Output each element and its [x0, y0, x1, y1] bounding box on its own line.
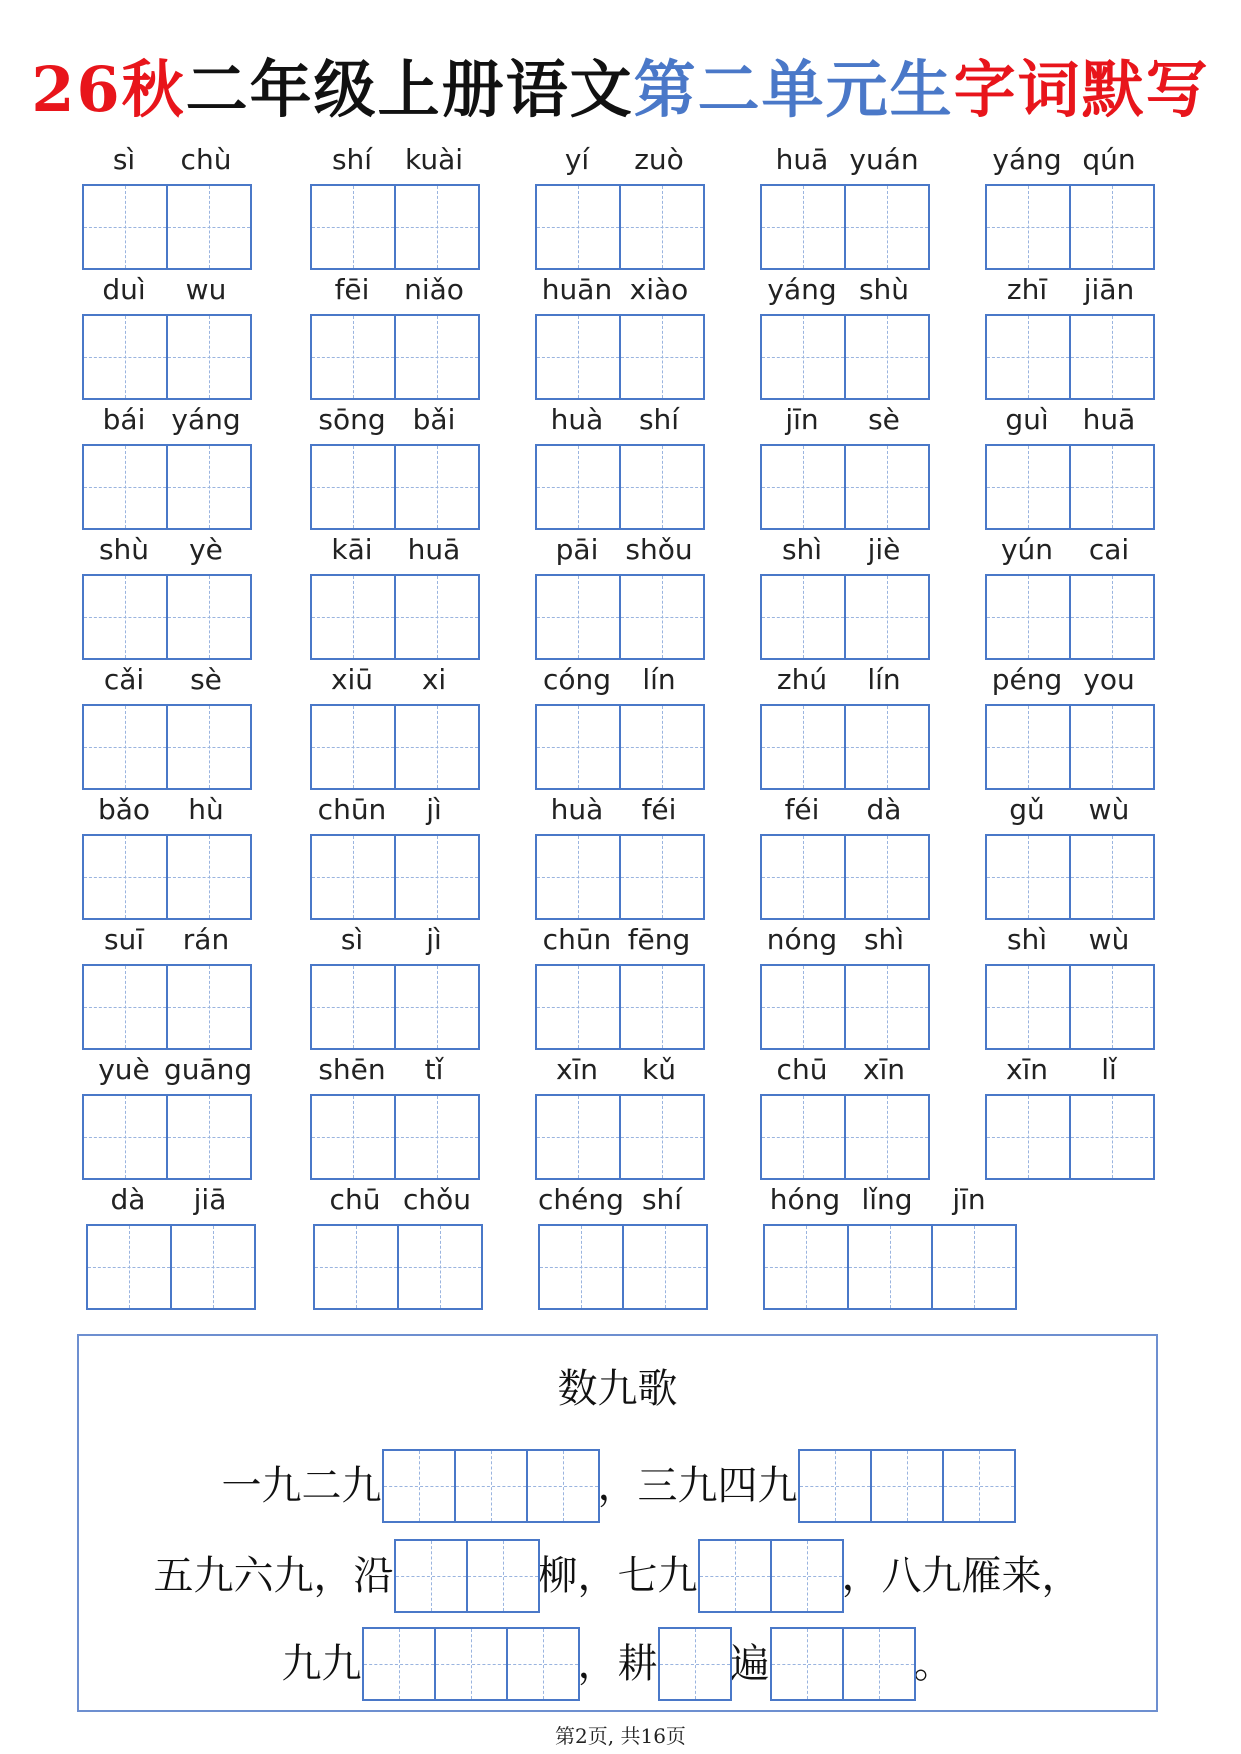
writing-boxes: [310, 704, 478, 790]
poem-blank-boxes: [362, 1627, 578, 1701]
tianzige-cell[interactable]: [394, 1094, 480, 1180]
tianzige-cell[interactable]: [1069, 834, 1155, 920]
tianzige-cell[interactable]: [760, 834, 846, 920]
tianzige-cell[interactable]: [526, 1449, 600, 1523]
tianzige-cell[interactable]: [394, 444, 480, 530]
pinyin-syllable: sè: [868, 403, 900, 436]
poem-text: 。: [913, 1641, 954, 1687]
pinyin-syllable: dà: [110, 1183, 146, 1216]
writing-boxes: [985, 574, 1153, 660]
tianzige-cell[interactable]: [619, 1094, 705, 1180]
tianzige-cell[interactable]: [454, 1449, 528, 1523]
pinyin-syllable: fēi: [334, 273, 370, 306]
pinyin-syllable: jì: [426, 793, 442, 826]
tianzige-cell[interactable]: [394, 314, 480, 400]
pinyin-syllable: jīn: [952, 1183, 986, 1216]
writing-boxes: [82, 184, 250, 270]
tianzige-cell[interactable]: [394, 964, 480, 1050]
poem-blank-boxes: [798, 1449, 1014, 1523]
pinyin-syllable: jiā: [193, 1183, 227, 1216]
poem-blank-boxes: [394, 1539, 538, 1613]
poem-line: [79, 1626, 1156, 1702]
tianzige-cell[interactable]: [1069, 964, 1155, 1050]
pinyin-syllable: you: [1083, 663, 1135, 696]
poem-section: [77, 1334, 1158, 1712]
tianzige-cell[interactable]: [166, 964, 252, 1050]
tianzige-cell[interactable]: [698, 1539, 772, 1613]
tianzige-cell[interactable]: [985, 444, 1071, 530]
writing-boxes: [310, 314, 478, 400]
tianzige-cell[interactable]: [985, 1094, 1071, 1180]
pinyin-syllable: zhī: [1006, 273, 1048, 306]
writing-boxes: [535, 704, 703, 790]
pinyin-syllable: yí: [564, 143, 590, 176]
writing-boxes: [538, 1224, 706, 1310]
tianzige-cell[interactable]: [310, 1094, 396, 1180]
tianzige-cell[interactable]: [658, 1627, 732, 1701]
pinyin-syllable: yè: [189, 533, 223, 566]
pinyin-syllable: sè: [190, 663, 222, 696]
pinyin-syllable: chù: [180, 143, 232, 176]
writing-boxes: [760, 184, 928, 270]
tianzige-cell[interactable]: [1069, 184, 1155, 270]
pinyin-syllable: shí: [638, 403, 680, 436]
pinyin-syllable: niǎo: [404, 273, 464, 306]
pinyin-syllable: fēng: [627, 923, 691, 956]
pinyin-syllable: hù: [188, 793, 224, 826]
pinyin-syllable: chūn: [542, 923, 612, 956]
title-grade: 二年级上册语文: [185, 53, 634, 126]
pinyin-syllable: jiè: [867, 533, 901, 566]
tianzige-cell[interactable]: [760, 444, 846, 530]
pinyin-syllable: féi: [784, 793, 820, 826]
tianzige-cell[interactable]: [310, 964, 396, 1050]
tianzige-cell[interactable]: [82, 444, 168, 530]
writing-boxes: [985, 314, 1153, 400]
tianzige-cell[interactable]: [619, 834, 705, 920]
writing-boxes: [760, 314, 928, 400]
tianzige-cell[interactable]: [394, 574, 480, 660]
pinyin-syllable: hóng: [769, 1183, 841, 1216]
poem-text: 九九: [281, 1641, 362, 1687]
tianzige-cell[interactable]: [1069, 444, 1155, 530]
tianzige-cell[interactable]: [310, 184, 396, 270]
tianzige-cell[interactable]: [362, 1627, 436, 1701]
poem-blank-boxes: [382, 1449, 598, 1523]
pinyin-syllable: jiān: [1083, 273, 1135, 306]
pinyin-syllable: bǎi: [412, 403, 456, 436]
tianzige-cell[interactable]: [985, 964, 1071, 1050]
tianzige-cell[interactable]: [985, 314, 1071, 400]
writing-boxes: [82, 314, 250, 400]
writing-boxes: [310, 574, 478, 660]
pinyin-syllable: lǐng: [861, 1183, 913, 1216]
pinyin-syllable: xīn: [555, 1053, 599, 1086]
tianzige-cell[interactable]: [535, 964, 621, 1050]
tianzige-cell[interactable]: [619, 964, 705, 1050]
poem-line: [79, 1448, 1156, 1524]
tianzige-cell[interactable]: [166, 184, 252, 270]
pinyin-syllable: huā: [407, 533, 461, 566]
tianzige-cell[interactable]: [847, 1224, 933, 1310]
pinyin-syllable: cai: [1088, 533, 1130, 566]
title-task: 字词默写: [953, 53, 1210, 126]
pinyin-syllable: yáng: [767, 273, 837, 306]
tianzige-cell[interactable]: [170, 1224, 256, 1310]
tianzige-cell[interactable]: [166, 574, 252, 660]
pinyin-syllable: wù: [1088, 923, 1130, 956]
writing-boxes: [760, 1094, 928, 1180]
tianzige-cell[interactable]: [931, 1224, 1017, 1310]
tianzige-cell[interactable]: [622, 1224, 708, 1310]
tianzige-cell[interactable]: [535, 184, 621, 270]
pinyin-syllable: lín: [642, 663, 676, 696]
writing-boxes: [86, 1224, 254, 1310]
writing-boxes: [535, 1094, 703, 1180]
writing-boxes: [310, 1094, 478, 1180]
writing-boxes: [82, 834, 250, 920]
tianzige-cell[interactable]: [619, 444, 705, 530]
pinyin-syllable: huā: [775, 143, 829, 176]
pinyin-syllable: yún: [1000, 533, 1054, 566]
pinyin-syllable: huā: [1082, 403, 1136, 436]
tianzige-cell[interactable]: [760, 574, 846, 660]
tianzige-cell[interactable]: [1069, 314, 1155, 400]
writing-boxes: [310, 184, 478, 270]
tianzige-cell[interactable]: [466, 1539, 540, 1613]
pinyin-syllable: shù: [98, 533, 150, 566]
tianzige-cell[interactable]: [535, 1094, 621, 1180]
tianzige-cell[interactable]: [434, 1627, 508, 1701]
pinyin-syllable: jì: [426, 923, 442, 956]
title-season: 26秋: [31, 53, 186, 126]
tianzige-cell[interactable]: [870, 1449, 944, 1523]
tianzige-cell[interactable]: [538, 1224, 624, 1310]
pinyin-syllable: cǎi: [103, 663, 145, 696]
pinyin-syllable: shēn: [318, 1053, 386, 1086]
pinyin-syllable: huà: [550, 793, 604, 826]
tianzige-cell[interactable]: [619, 314, 705, 400]
writing-boxes: [82, 964, 250, 1050]
poem-title: 数九歌: [557, 1366, 678, 1412]
pinyin-syllable: sōng: [318, 403, 386, 436]
pinyin-syllable: xīn: [862, 1053, 906, 1086]
tianzige-cell[interactable]: [394, 704, 480, 790]
tianzige-cell[interactable]: [1069, 1094, 1155, 1180]
tianzige-cell[interactable]: [82, 704, 168, 790]
writing-boxes: [760, 964, 928, 1050]
pinyin-syllable: zhú: [776, 663, 828, 696]
tianzige-cell[interactable]: [985, 834, 1071, 920]
poem-text: 遍: [729, 1641, 770, 1687]
writing-boxes: [82, 1094, 250, 1180]
pinyin-syllable: qún: [1082, 143, 1136, 176]
tianzige-cell[interactable]: [985, 574, 1071, 660]
poem-blank-boxes: [770, 1627, 914, 1701]
pinyin-syllable: bǎo: [97, 793, 151, 826]
pinyin-syllable: guì: [1005, 403, 1049, 436]
poem-text: 柳，七九: [537, 1553, 698, 1599]
pinyin-syllable: chéng: [538, 1183, 624, 1216]
tianzige-cell[interactable]: [394, 834, 480, 920]
writing-boxes: [760, 704, 928, 790]
tianzige-cell[interactable]: [760, 964, 846, 1050]
tianzige-cell[interactable]: [985, 704, 1071, 790]
tianzige-cell[interactable]: [763, 1224, 849, 1310]
poem-text: ，耕: [577, 1641, 658, 1687]
tianzige-cell[interactable]: [770, 1627, 844, 1701]
pinyin-syllable: duì: [102, 273, 146, 306]
tianzige-cell[interactable]: [82, 574, 168, 660]
tianzige-cell[interactable]: [310, 314, 396, 400]
pinyin-syllable: rán: [182, 923, 230, 956]
writing-boxes: [985, 704, 1153, 790]
writing-boxes: [310, 964, 478, 1050]
tianzige-cell[interactable]: [760, 1094, 846, 1180]
tianzige-cell[interactable]: [842, 1627, 916, 1701]
pinyin-syllable: kāi: [331, 533, 373, 566]
tianzige-cell[interactable]: [844, 574, 930, 660]
tianzige-cell[interactable]: [506, 1627, 580, 1701]
pinyin-syllable: sì: [340, 923, 364, 956]
tianzige-cell[interactable]: [397, 1224, 483, 1310]
writing-boxes: [535, 574, 703, 660]
tianzige-cell[interactable]: [619, 574, 705, 660]
pinyin-syllable: xi: [421, 663, 447, 696]
pinyin-syllable: guāng: [164, 1053, 253, 1086]
pinyin-syllable: shù: [858, 273, 910, 306]
tianzige-cell[interactable]: [82, 834, 168, 920]
tianzige-cell[interactable]: [535, 574, 621, 660]
pinyin-syllable: sì: [112, 143, 136, 176]
poem-line: [79, 1538, 1156, 1614]
tianzige-cell[interactable]: [310, 704, 396, 790]
writing-boxes: [760, 444, 928, 530]
pinyin-syllable: yuè: [98, 1053, 150, 1086]
pinyin-syllable: jīn: [785, 403, 819, 436]
pinyin-syllable: shí: [331, 143, 373, 176]
poem-text: 一九二九: [221, 1463, 382, 1509]
pinyin-syllable: shí: [641, 1183, 683, 1216]
writing-boxes: [535, 314, 703, 400]
writing-boxes: [760, 574, 928, 660]
tianzige-cell[interactable]: [82, 314, 168, 400]
writing-boxes: [313, 1224, 481, 1310]
tianzige-cell[interactable]: [798, 1449, 872, 1523]
pinyin-syllable: gǔ: [1009, 793, 1045, 826]
poem-blank-boxes: [658, 1627, 730, 1701]
tianzige-cell[interactable]: [844, 964, 930, 1050]
pinyin-syllable: zuò: [634, 143, 684, 176]
writing-boxes: [535, 964, 703, 1050]
writing-boxes: [82, 444, 250, 530]
tianzige-cell[interactable]: [760, 184, 846, 270]
tianzige-cell[interactable]: [844, 704, 930, 790]
tianzige-cell[interactable]: [535, 834, 621, 920]
writing-boxes: [535, 184, 703, 270]
tianzige-cell[interactable]: [166, 314, 252, 400]
tianzige-cell[interactable]: [535, 444, 621, 530]
pinyin-syllable: wù: [1088, 793, 1130, 826]
tianzige-cell[interactable]: [166, 1094, 252, 1180]
writing-boxes: [535, 444, 703, 530]
tianzige-cell[interactable]: [619, 704, 705, 790]
pinyin-syllable: dà: [866, 793, 902, 826]
tianzige-cell[interactable]: [844, 834, 930, 920]
tianzige-cell[interactable]: [86, 1224, 172, 1310]
tianzige-cell[interactable]: [310, 574, 396, 660]
poem-text: ，八九雁来，: [841, 1553, 1082, 1599]
tianzige-cell[interactable]: [394, 1539, 468, 1613]
pinyin-syllable: yuán: [849, 143, 919, 176]
pinyin-syllable: lín: [867, 663, 901, 696]
writing-boxes: [310, 444, 478, 530]
pinyin-syllable: tǐ: [424, 1053, 444, 1086]
tianzige-cell[interactable]: [1069, 574, 1155, 660]
tianzige-cell[interactable]: [82, 964, 168, 1050]
pinyin-syllable: xīn: [1005, 1053, 1049, 1086]
tianzige-cell[interactable]: [985, 184, 1071, 270]
tianzige-cell[interactable]: [844, 314, 930, 400]
tianzige-cell[interactable]: [394, 184, 480, 270]
tianzige-cell[interactable]: [166, 834, 252, 920]
writing-boxes: [535, 834, 703, 920]
tianzige-cell[interactable]: [844, 184, 930, 270]
tianzige-cell[interactable]: [1069, 704, 1155, 790]
tianzige-cell[interactable]: [82, 184, 168, 270]
pinyin-syllable: wu: [185, 273, 227, 306]
writing-boxes: [985, 184, 1153, 270]
writing-boxes: [985, 1094, 1153, 1180]
tianzige-cell[interactable]: [760, 314, 846, 400]
pinyin-syllable: chū: [776, 1053, 828, 1086]
pinyin-syllable: bái: [102, 403, 146, 436]
tianzige-cell[interactable]: [310, 444, 396, 530]
tianzige-cell[interactable]: [760, 704, 846, 790]
tianzige-cell[interactable]: [313, 1224, 399, 1310]
writing-boxes: [985, 964, 1153, 1050]
tianzige-cell[interactable]: [535, 704, 621, 790]
tianzige-cell[interactable]: [619, 184, 705, 270]
pinyin-syllable: kuài: [404, 143, 464, 176]
tianzige-cell[interactable]: [942, 1449, 1016, 1523]
pinyin-syllable: nóng: [766, 923, 838, 956]
pinyin-syllable: xiào: [629, 273, 689, 306]
pinyin-syllable: shì: [863, 923, 905, 956]
pinyin-syllable: shì: [1006, 923, 1048, 956]
title-unit: 第二单元生: [633, 53, 954, 126]
pinyin-syllable: kǔ: [642, 1053, 676, 1086]
pinyin-syllable: pāi: [555, 533, 599, 566]
pinyin-syllable: cóng: [542, 663, 612, 696]
poem-blank-boxes: [698, 1539, 842, 1613]
pinyin-syllable: suī: [103, 923, 145, 956]
tianzige-cell[interactable]: [82, 1094, 168, 1180]
tianzige-cell[interactable]: [844, 444, 930, 530]
pinyin-syllable: shì: [781, 533, 823, 566]
pinyin-syllable: chūn: [317, 793, 387, 826]
pinyin-syllable: péng: [991, 663, 1063, 696]
pinyin-syllable: chū: [329, 1183, 381, 1216]
pinyin-syllable: huà: [550, 403, 604, 436]
pinyin-syllable: yáng: [992, 143, 1062, 176]
tianzige-cell[interactable]: [166, 444, 252, 530]
pinyin-syllable: chǒu: [402, 1183, 472, 1216]
pinyin-syllable: yáng: [171, 403, 241, 436]
writing-boxes: [310, 834, 478, 920]
pinyin-syllable: féi: [641, 793, 677, 826]
poem-text: ，三九四九: [597, 1463, 798, 1509]
pinyin-syllable: lǐ: [1101, 1053, 1117, 1086]
tianzige-cell[interactable]: [382, 1449, 456, 1523]
poem-text: 五九六九，沿: [153, 1553, 394, 1599]
pinyin-syllable: huān: [541, 273, 613, 306]
writing-boxes: [82, 574, 250, 660]
tianzige-cell[interactable]: [535, 314, 621, 400]
page-footer: 第2页, 共16页: [555, 1724, 686, 1748]
tianzige-cell[interactable]: [310, 834, 396, 920]
writing-boxes: [763, 1224, 1015, 1310]
writing-boxes: [82, 704, 250, 790]
writing-boxes: [985, 444, 1153, 530]
tianzige-cell[interactable]: [844, 1094, 930, 1180]
tianzige-cell[interactable]: [166, 704, 252, 790]
pinyin-syllable: shǒu: [625, 533, 693, 566]
pinyin-syllable: xiū: [330, 663, 374, 696]
writing-boxes: [985, 834, 1153, 920]
writing-boxes: [760, 834, 928, 920]
tianzige-cell[interactable]: [770, 1539, 844, 1613]
